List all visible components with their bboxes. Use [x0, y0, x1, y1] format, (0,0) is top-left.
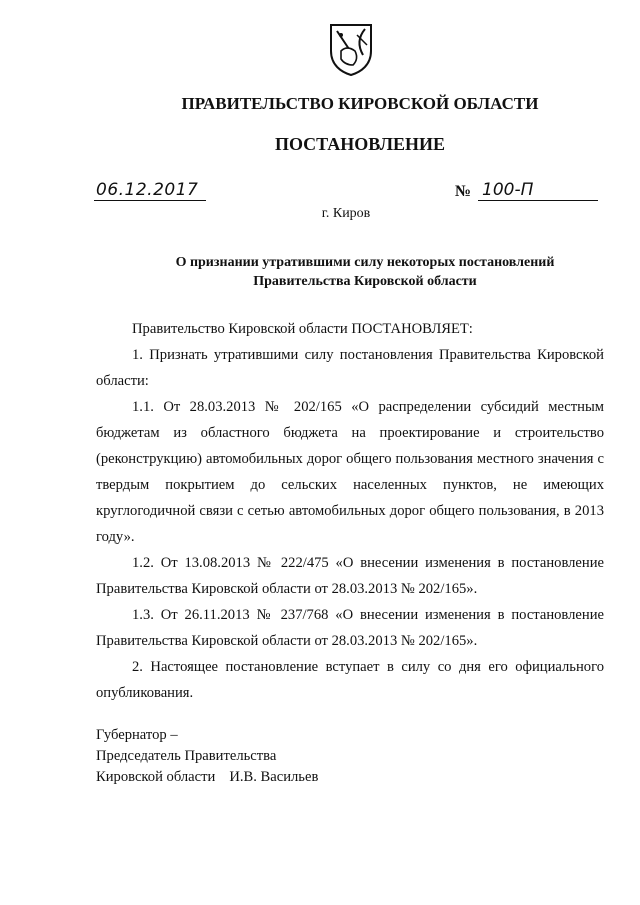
document-date: 06.12.2017: [96, 180, 199, 200]
date-underline: [94, 200, 206, 201]
document-subject: [130, 253, 600, 291]
subject-line-2: Правительства Кировской области: [253, 274, 477, 289]
intro-paragraph: Правительство Кировской области ПОСТАНОВЛЯЕТ:: [132, 321, 473, 337]
signature-title-1: Губернатор –: [96, 727, 178, 743]
signature-block: [96, 725, 318, 788]
number-underline: [478, 200, 598, 201]
document-type: ПОСТАНОВЛЕНИЕ: [274, 134, 446, 154]
signatory-name: И.В. Васильев: [229, 769, 319, 785]
document-number: 100-П: [482, 180, 534, 200]
paragraph-1-1: 1.1. От 28.03.2013 № 202/165 «О распределении субсидий местным бюджетам из областного бюджета на проектирование и строительство (реконструкцию) автомобильных дорог общего пользования местного значения с твердым покрытием до сельских населенных пунктов, не имеющих круглогодичной связи с сетью автомобильных дорог общего пользования, в 2013 году».: [96, 399, 604, 545]
organization-name: ПРАВИТЕЛЬСТВО КИРОВСКОЙ ОБЛАСТИ: [181, 94, 539, 113]
coat-of-arms-icon: [327, 21, 375, 77]
paragraph-2: 2. Настоящее постановление вступает в силу со дня его официального опубликования.: [96, 659, 604, 701]
paragraph-1-3: 1.3. От 26.11.2013 № 237/768 «О внесении изменения в постановление Правительства Кировской области от 28.03.2013 № 202/165».: [96, 607, 604, 649]
signature-title-3: [96, 767, 318, 788]
subject-line-1: О признании утратившими силу некоторых постановлений: [175, 255, 555, 270]
signature-title-2: Председатель Правительства: [96, 748, 277, 764]
paragraph-1: 1. Признать утратившими силу постановления Правительства Кировской области:: [96, 347, 604, 389]
signature-region: Кировской области: [96, 769, 216, 785]
paragraph-1-2: 1.2. От 13.08.2013 № 222/475 «О внесении изменения в постановление Правительства Кировской области от 28.03.2013 № 202/165».: [96, 555, 604, 597]
city: г. Киров: [321, 206, 371, 221]
document-body: [96, 316, 604, 706]
number-sign: №: [455, 183, 472, 200]
